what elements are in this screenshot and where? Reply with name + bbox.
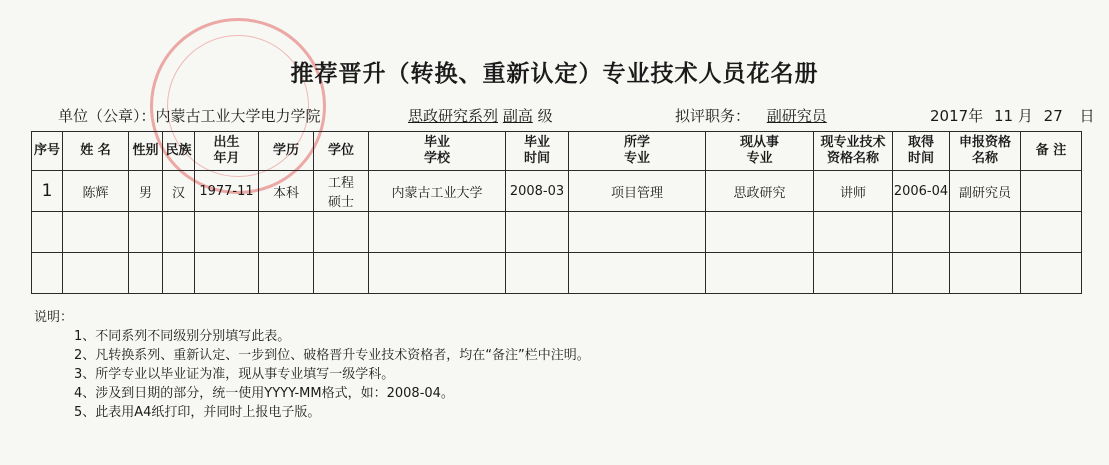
date-year-label: 年 (968, 107, 984, 125)
header-apply: 申报资格 名称 (950, 132, 1021, 171)
cell-obtained: 2006-04 (893, 171, 950, 212)
note-item: 3、所学专业以毕业证为准，现从事专业填写一级学科。 (74, 367, 395, 382)
header-current-field: 现从事 专业 (706, 132, 814, 171)
header-degree: 学位 (314, 132, 369, 171)
note-item: 4、涉及到日期的部分，统一使用YYYY-MM格式，如：2008-04。 (74, 386, 454, 401)
header-birth: 出生 年月 (195, 132, 259, 171)
table-row-empty (32, 253, 1082, 294)
series-field (408, 105, 553, 126)
table-row (32, 171, 1082, 212)
level-label: 级 (537, 107, 553, 125)
cell-birth: 1977-11 (195, 171, 259, 212)
cell-current-field: 思政研究 (706, 171, 814, 212)
header-grad-time: 毕业 时间 (506, 132, 569, 171)
cell-gender: 男 (129, 171, 163, 212)
date-month-label: 月 (1017, 107, 1033, 125)
notes-heading: 说明： (34, 310, 74, 325)
page-title: 推荐晋升（转换、重新认定）专业技术人员花名册 (290, 61, 819, 87)
header-school: 毕业 学校 (369, 132, 506, 171)
cell-ethnicity: 汉 (163, 171, 195, 212)
series-label: 系列 (468, 107, 499, 125)
note-item: 2、凡转换系列、重新认定、一步到位、破格晋升专业技术资格者，均在“备注”栏中注明。 (74, 348, 590, 363)
unit-field (58, 105, 321, 126)
header-qualification: 现专业技术 资格名称 (814, 132, 893, 171)
series-value: 思政研究 (408, 107, 469, 125)
cell-grad-time: 2008-03 (506, 171, 569, 212)
unit-label: 单位（公章）： (58, 107, 156, 125)
header-education: 学历 (259, 132, 314, 171)
cell-major: 项目管理 (569, 171, 706, 212)
header-major: 所学 专业 (569, 132, 706, 171)
job-label: 拟评职务： (675, 107, 751, 125)
cell-degree-line1: 工程 (327, 176, 354, 191)
cell-education: 本科 (259, 171, 314, 212)
date-month: 11 (993, 107, 1014, 125)
header-name: 姓 名 (63, 132, 129, 171)
roster-table (31, 131, 1082, 294)
level-value: 副高 (502, 107, 533, 125)
note-item: 1、不同系列不同级别分别填写此表。 (74, 329, 291, 344)
cell-no: 1 (32, 171, 63, 212)
cell-qualification: 讲师 (814, 171, 893, 212)
note-item: 5、此表用A4纸打印，并同时上报电子版。 (74, 405, 321, 420)
unit-value: 内蒙古工业大学电力学院 (155, 107, 321, 125)
cell-apply: 副研究员 (950, 171, 1021, 212)
cell-name: 陈辉 (63, 171, 129, 212)
date-year: 2017 (930, 107, 969, 125)
table-header-row (32, 132, 1082, 171)
job-field (675, 105, 827, 126)
header-ethnicity: 民族 (163, 132, 195, 171)
job-value: 副研究员 (766, 107, 827, 125)
date-day-label: 日 (1079, 107, 1095, 125)
header-no: 序号 (32, 132, 63, 171)
date-day: 27 (1043, 107, 1063, 125)
header-obtained: 取得 时间 (893, 132, 950, 171)
cell-degree-line2: 硕士 (327, 195, 354, 210)
cell-remark (1021, 171, 1082, 212)
header-gender: 性别 (129, 132, 163, 171)
date-field (930, 105, 1095, 126)
table-row-empty (32, 212, 1082, 253)
cell-degree (314, 171, 369, 212)
header-remark: 备 注 (1021, 132, 1082, 171)
cell-school: 内蒙古工业大学 (369, 171, 506, 212)
notes-section (34, 308, 590, 422)
